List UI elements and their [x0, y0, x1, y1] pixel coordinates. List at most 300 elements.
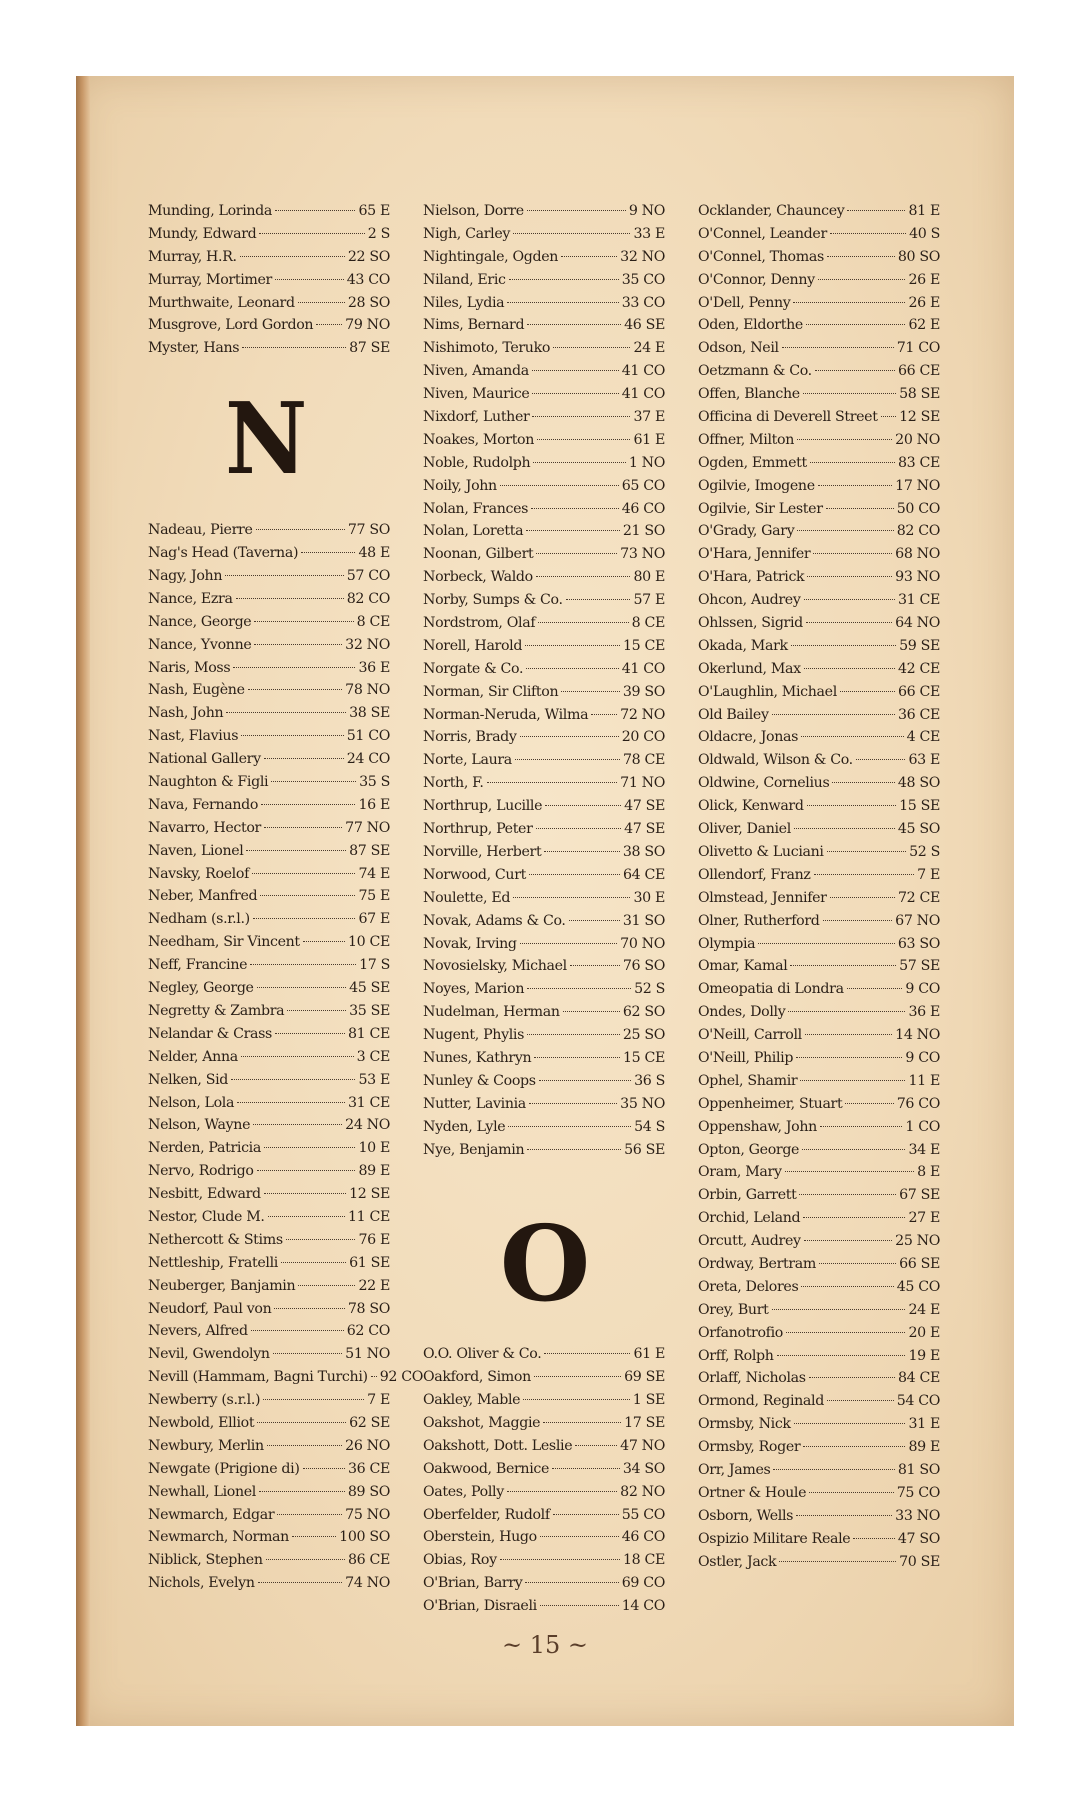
entry-reference: 75 E — [358, 888, 390, 905]
dot-leader — [797, 530, 893, 531]
index-entry — [698, 314, 940, 337]
index-entry — [148, 1572, 390, 1595]
entry-name: Negley, George — [148, 980, 254, 997]
index-entry — [698, 1139, 940, 1162]
dot-leader — [772, 1309, 906, 1310]
entry-reference: 1 CO — [905, 1118, 940, 1135]
dot-leader — [259, 1491, 345, 1492]
entry-name: O'Neill, Philip — [698, 1049, 794, 1066]
entry-reference: 64 CE — [622, 866, 665, 883]
index-entry — [423, 795, 665, 818]
entry-name: Norte, Laura — [423, 752, 512, 769]
entry-name: Novak, Irving — [423, 935, 517, 952]
entry-name: Neber, Manfred — [148, 888, 258, 905]
entry-name: Offen, Blanche — [698, 386, 800, 403]
entry-reference: 24 E — [908, 1301, 940, 1318]
dot-leader — [274, 1308, 344, 1309]
entry-name: Niles, Lydia — [423, 294, 505, 311]
entry-name: Nichols, Evelyn — [148, 1575, 255, 1592]
dot-leader — [537, 439, 630, 440]
entry-name: Oldwald, Wilson & Co. — [698, 752, 853, 769]
entry-reference: 75 CO — [896, 1484, 940, 1501]
entry-name: Orbin, Garrett — [698, 1187, 797, 1204]
entry-reference: 52 S — [634, 981, 665, 998]
index-entry — [698, 681, 940, 704]
entry-reference: 70 SE — [899, 1553, 940, 1570]
entry-name: Neff, Francine — [148, 957, 248, 974]
entry-name: O'Hara, Jennifer — [698, 546, 811, 563]
dot-leader — [803, 1217, 905, 1218]
index-entry — [423, 864, 665, 887]
entry-name: Nolan, Frances — [423, 500, 529, 517]
index-entry — [148, 954, 390, 977]
entry-reference: 46 SE — [624, 317, 665, 334]
index-entry — [698, 383, 940, 406]
entry-reference: 66 CE — [897, 683, 940, 700]
entry-name: Ospizio Militare Reale — [698, 1530, 851, 1547]
entry-name: Negretty & Zambra — [148, 1002, 285, 1019]
entry-name: Nelson, Lola — [148, 1094, 235, 1111]
entry-reference: 67 SE — [899, 1187, 940, 1204]
dot-leader — [827, 851, 907, 852]
entry-name: Niven, Amanda — [423, 363, 529, 380]
entry-name: Nagy, John — [148, 568, 223, 585]
entry-reference: 35 NO — [620, 1095, 665, 1112]
entry-name: Noakes, Morton — [423, 431, 535, 448]
entry-reference: 67 NO — [895, 912, 940, 929]
section-letter-n: N — [225, 382, 306, 498]
dot-leader — [275, 279, 344, 280]
entry-reference: 100 SO — [339, 1529, 390, 1546]
entry-name: National Gallery — [148, 751, 261, 768]
dot-leader — [264, 827, 342, 828]
entry-reference: 61 E — [633, 1346, 665, 1363]
entry-name: Olivetto & Luciani — [698, 843, 824, 860]
dot-leader — [233, 667, 355, 668]
entry-name: Oppenheimer, Stuart — [698, 1095, 843, 1112]
entry-reference: 66 CE — [897, 363, 940, 380]
dot-leader — [263, 1399, 364, 1400]
dot-leader — [316, 324, 342, 325]
entry-reference: 47 NO — [620, 1437, 665, 1454]
dot-leader — [793, 302, 905, 303]
index-entry — [423, 1435, 665, 1458]
dot-leader — [818, 485, 892, 486]
entry-reference: 55 CO — [621, 1506, 665, 1523]
dot-leader — [258, 1582, 343, 1583]
dot-leader — [264, 1193, 346, 1194]
entry-reference: 63 SO — [897, 935, 940, 952]
dot-leader — [881, 416, 897, 417]
index-column-1 — [148, 200, 424, 1595]
index-entry — [698, 1001, 940, 1024]
entry-name: Nash, John — [148, 705, 224, 722]
entry-reference: 79 NO — [345, 317, 390, 334]
index-entry — [698, 360, 940, 383]
entry-name: Nance, George — [148, 613, 252, 630]
entry-name: Ordway, Bertram — [698, 1255, 816, 1272]
entry-name: Officina di Deverell Street — [698, 409, 878, 426]
index-entry — [698, 658, 940, 681]
index-entry — [698, 1184, 940, 1207]
entry-name: Ogilvie, Imogene — [698, 477, 815, 494]
dot-leader — [253, 918, 356, 919]
entry-name: Oakshot, Maggie — [423, 1414, 541, 1431]
entry-reference: 78 NO — [345, 682, 390, 699]
index-entry — [423, 841, 665, 864]
index-entry — [698, 704, 940, 727]
entry-name: Oakwood, Bernice — [423, 1460, 550, 1477]
entry-name: Ocklander, Chauncey — [698, 203, 845, 219]
entry-reference: 22 E — [358, 1277, 390, 1294]
entry-name: Navarro, Hector — [148, 819, 261, 836]
entry-reference: 56 SE — [624, 1141, 665, 1158]
entry-reference: 87 SE — [349, 340, 390, 357]
entry-name: Nerden, Patricia — [148, 1140, 261, 1157]
entry-name: Northrup, Peter — [423, 821, 533, 838]
index-entry — [148, 931, 390, 954]
dot-leader — [515, 759, 620, 760]
dot-leader — [292, 1536, 336, 1537]
entry-reference: 7 E — [367, 1392, 390, 1409]
dot-leader — [804, 1240, 892, 1241]
entry-reference: 71 CO — [896, 340, 940, 357]
entry-reference: 1 SE — [632, 1392, 665, 1409]
dot-leader — [540, 1605, 619, 1606]
entry-name: Oldacre, Jonas — [698, 729, 799, 746]
entry-reference: 33 CO — [621, 294, 665, 311]
dot-leader — [534, 1057, 620, 1058]
index-entry — [698, 543, 940, 566]
index-entry — [423, 749, 665, 772]
dot-leader — [303, 1468, 345, 1469]
entry-reference: 20 CO — [621, 729, 665, 746]
entry-name: Nag's Head (Taverna) — [148, 545, 299, 562]
entry-name: Okerlund, Max — [698, 660, 801, 677]
dot-leader — [820, 1126, 902, 1127]
entry-reference: 45 SO — [897, 821, 940, 838]
index-entry — [423, 635, 665, 658]
entry-name: Nance, Yvonne — [148, 636, 252, 653]
index-entry — [148, 840, 390, 863]
index-entry — [148, 1206, 390, 1229]
entry-name: Ondes, Dolly — [698, 1004, 786, 1021]
index-entry — [148, 1343, 390, 1366]
index-entry — [698, 566, 940, 589]
entry-reference: 19 E — [908, 1347, 940, 1364]
entry-reference: 57 E — [633, 592, 665, 609]
index-entry — [698, 635, 940, 658]
dot-leader — [267, 1445, 342, 1446]
entry-name: Nance, Ezra — [148, 590, 233, 607]
dot-leader — [275, 1033, 345, 1034]
entry-reference: 37 E — [633, 409, 665, 426]
entry-reference: 36 E — [908, 1004, 940, 1021]
index-entry — [423, 292, 665, 315]
index-entry — [148, 1275, 390, 1298]
entry-name: Norby, Sumps & Co. — [423, 592, 563, 609]
index-entry — [698, 498, 940, 521]
index-entry — [698, 612, 940, 635]
dot-leader — [261, 804, 355, 805]
index-entry — [698, 1161, 940, 1184]
entry-reference: 26 E — [908, 294, 940, 311]
entry-reference: 31 SO — [622, 912, 665, 929]
entry-name: Nunes, Kathryn — [423, 1049, 532, 1066]
entry-reference: 12 SE — [899, 409, 940, 426]
dot-leader — [853, 1538, 894, 1539]
dot-leader — [275, 210, 355, 211]
dot-leader — [523, 1399, 630, 1400]
entry-name: Ostler, Jack — [698, 1553, 777, 1570]
dot-leader — [802, 1149, 905, 1150]
entry-reference: 9 NO — [628, 203, 665, 219]
entry-name: Nevil, Gwendolyn — [148, 1346, 270, 1363]
entry-reference: 72 CE — [897, 889, 940, 906]
entry-reference: 36 CE — [347, 1460, 390, 1477]
entry-reference: 74 NO — [345, 1575, 390, 1592]
entry-reference: 72 NO — [620, 706, 665, 723]
entry-name: Newberry (s.r.l.) — [148, 1392, 261, 1409]
dot-leader — [508, 1126, 631, 1127]
entry-reference: 36 S — [634, 1072, 665, 1089]
dot-leader — [371, 1376, 377, 1377]
entry-reference: 26 NO — [345, 1437, 390, 1454]
entry-reference: 92 CO — [379, 1369, 424, 1386]
dot-leader — [830, 897, 895, 898]
entry-reference: 63 E — [908, 752, 940, 769]
index-entry — [698, 269, 940, 292]
index-entry — [423, 910, 665, 933]
entry-name: Orfanotrofio — [698, 1324, 783, 1341]
entry-name: Nervo, Rodrigo — [148, 1163, 254, 1180]
dot-leader — [240, 256, 345, 257]
entry-reference: 18 CE — [622, 1552, 665, 1569]
entry-name: Nims, Bernard — [423, 317, 525, 334]
entry-reference: 52 S — [909, 843, 940, 860]
index-entry — [698, 1505, 940, 1528]
dot-leader — [566, 599, 631, 600]
entry-reference: 1 NO — [628, 454, 665, 471]
dot-leader — [819, 1263, 896, 1264]
entry-name: O'Grady, Gary — [698, 523, 795, 540]
dot-leader — [529, 1103, 617, 1104]
dot-leader — [273, 1353, 342, 1354]
dot-leader — [532, 416, 630, 417]
index-entry — [148, 771, 390, 794]
index-entry — [148, 337, 390, 360]
entry-name: Nesbitt, Edward — [148, 1186, 261, 1203]
dot-leader — [818, 279, 906, 280]
dot-leader — [527, 1034, 620, 1035]
entry-name: Nightingale, Ogden — [423, 248, 559, 265]
entry-name: Orchid, Leland — [698, 1210, 801, 1227]
dot-leader — [500, 485, 619, 486]
index-entry — [423, 1595, 665, 1618]
entry-reference: 69 SE — [624, 1369, 665, 1386]
entry-name: Newhall, Lionel — [148, 1483, 256, 1500]
entry-reference: 11 CE — [347, 1208, 390, 1225]
entry-name: Nyden, Lyle — [423, 1118, 506, 1135]
dot-leader — [256, 529, 345, 530]
dot-leader — [806, 622, 892, 623]
index-column-3 — [698, 200, 940, 1573]
index-entry — [698, 1299, 940, 1322]
index-entry — [148, 817, 390, 840]
index-entry — [698, 955, 940, 978]
dot-leader — [553, 1514, 619, 1515]
index-entry — [423, 1504, 665, 1527]
index-entry — [423, 1116, 665, 1139]
index-entry — [698, 429, 940, 452]
index-entry — [698, 1367, 940, 1390]
index-entry — [698, 292, 940, 315]
entry-name: Nettleship, Fratelli — [148, 1254, 278, 1271]
index-entry — [698, 1253, 940, 1276]
entry-reference: 25 NO — [895, 1233, 940, 1250]
entry-reference: 35 SE — [349, 1002, 390, 1019]
dot-leader — [226, 712, 346, 713]
entry-reference: 69 CO — [621, 1575, 665, 1592]
dot-leader — [544, 851, 619, 852]
entry-name: Norwood, Curt — [423, 866, 526, 883]
dot-leader — [779, 1561, 896, 1562]
dot-leader — [847, 210, 905, 211]
index-entry — [698, 223, 940, 246]
dot-leader — [814, 874, 915, 875]
index-entry — [423, 1139, 665, 1162]
entry-reference: 30 E — [633, 889, 665, 906]
entry-reference: 82 CO — [346, 590, 390, 607]
index-entry — [148, 679, 390, 702]
dot-leader — [809, 1492, 894, 1493]
entry-name: O'Laughlin, Michael — [698, 683, 837, 700]
entry-reference: 76 E — [358, 1231, 390, 1248]
index-entry — [423, 200, 665, 223]
dot-leader — [790, 965, 896, 966]
dot-leader — [254, 621, 353, 622]
entry-reference: 10 CE — [347, 934, 390, 951]
index-entry — [423, 360, 665, 383]
dot-leader — [791, 645, 896, 646]
entry-reference: 47 SE — [624, 798, 665, 815]
dot-leader — [856, 759, 906, 760]
dot-leader — [525, 1582, 618, 1583]
entry-name: Oetzmann & Co. — [698, 363, 812, 380]
entry-reference: 40 S — [909, 225, 940, 242]
dot-leader — [237, 1102, 345, 1103]
index-entry — [148, 1504, 390, 1527]
entry-reference: 46 CO — [621, 1529, 665, 1546]
entry-name: Olick, Kenward — [698, 798, 804, 815]
index-entry — [698, 1024, 940, 1047]
entry-name: O'Dell, Penny — [698, 294, 791, 311]
dot-leader — [827, 256, 895, 257]
entry-reference: 87 SE — [349, 842, 390, 859]
dot-leader — [287, 1010, 346, 1011]
entry-reference: 14 NO — [895, 1027, 940, 1044]
entry-reference: 33 E — [633, 225, 665, 242]
entry-reference: 66 SE — [899, 1255, 940, 1272]
index-entry — [423, 1389, 665, 1412]
dot-leader — [796, 1515, 892, 1516]
dot-leader — [527, 988, 631, 989]
dot-leader — [797, 439, 892, 440]
index-entry — [148, 292, 390, 315]
entry-reference: 24 NO — [345, 1117, 390, 1134]
index-entry — [423, 498, 665, 521]
dot-leader — [520, 943, 617, 944]
index-entry — [423, 772, 665, 795]
index-entry — [423, 1366, 665, 1389]
index-entry — [423, 543, 665, 566]
dot-leader — [500, 1559, 620, 1560]
entry-name: Oreta, Delores — [698, 1278, 799, 1295]
index-entry — [698, 1070, 940, 1093]
entry-name: Noily, John — [423, 477, 497, 494]
entry-reference: 8 CE — [631, 615, 665, 632]
dot-leader — [253, 1124, 342, 1125]
index-entry — [148, 863, 390, 886]
entry-reference: 27 E — [908, 1210, 940, 1227]
entry-name: Ophel, Shamir — [698, 1072, 798, 1089]
entry-reference: 93 NO — [895, 569, 940, 586]
dot-leader — [830, 233, 906, 234]
index-entry — [698, 406, 940, 429]
index-entry — [423, 223, 665, 246]
entry-reference: 16 E — [358, 796, 390, 813]
entry-name: Ormsby, Roger — [698, 1439, 801, 1456]
entry-name: Newbold, Elliot — [148, 1414, 255, 1431]
index-entry — [423, 704, 665, 727]
index-entry — [423, 566, 665, 589]
index-entry — [698, 772, 940, 795]
entry-reference: 17 SE — [624, 1414, 665, 1431]
index-entry — [148, 1046, 390, 1069]
entry-name: Nash, Eugène — [148, 682, 245, 699]
entry-reference: 47 SE — [624, 821, 665, 838]
entry-name: Oldwine, Cornelius — [698, 775, 830, 792]
index-entry — [423, 612, 665, 635]
dot-leader — [536, 828, 622, 829]
index-entry — [148, 1549, 390, 1572]
entry-reference: 34 SO — [622, 1460, 665, 1477]
index-entry — [148, 885, 390, 908]
dot-leader — [847, 988, 903, 989]
index-entry — [423, 933, 665, 956]
entry-reference: 10 E — [358, 1140, 390, 1157]
entry-reference: 12 SE — [349, 1186, 390, 1203]
entry-name: Murray, Mortimer — [148, 271, 272, 288]
index-entry — [698, 726, 940, 749]
entry-name: Nestor, Clude M. — [148, 1208, 265, 1225]
dot-leader — [534, 1376, 621, 1377]
entry-reference: 62 SE — [349, 1414, 390, 1431]
index-entry — [423, 1458, 665, 1481]
entry-name: Noulette, Ed — [423, 889, 511, 906]
dot-leader — [266, 1559, 345, 1560]
entry-reference: 57 SE — [899, 958, 940, 975]
dot-leader — [803, 1446, 905, 1447]
entry-name: Oakley, Mable — [423, 1392, 521, 1409]
entry-name: Nutter, Lavinia — [423, 1095, 526, 1112]
index-entry — [698, 1276, 940, 1299]
entry-name: Noyes, Marion — [423, 981, 525, 998]
entry-name: Ogden, Emmett — [698, 454, 807, 471]
index-entry — [148, 314, 390, 337]
dot-leader — [575, 1445, 617, 1446]
dot-leader — [788, 1011, 905, 1012]
